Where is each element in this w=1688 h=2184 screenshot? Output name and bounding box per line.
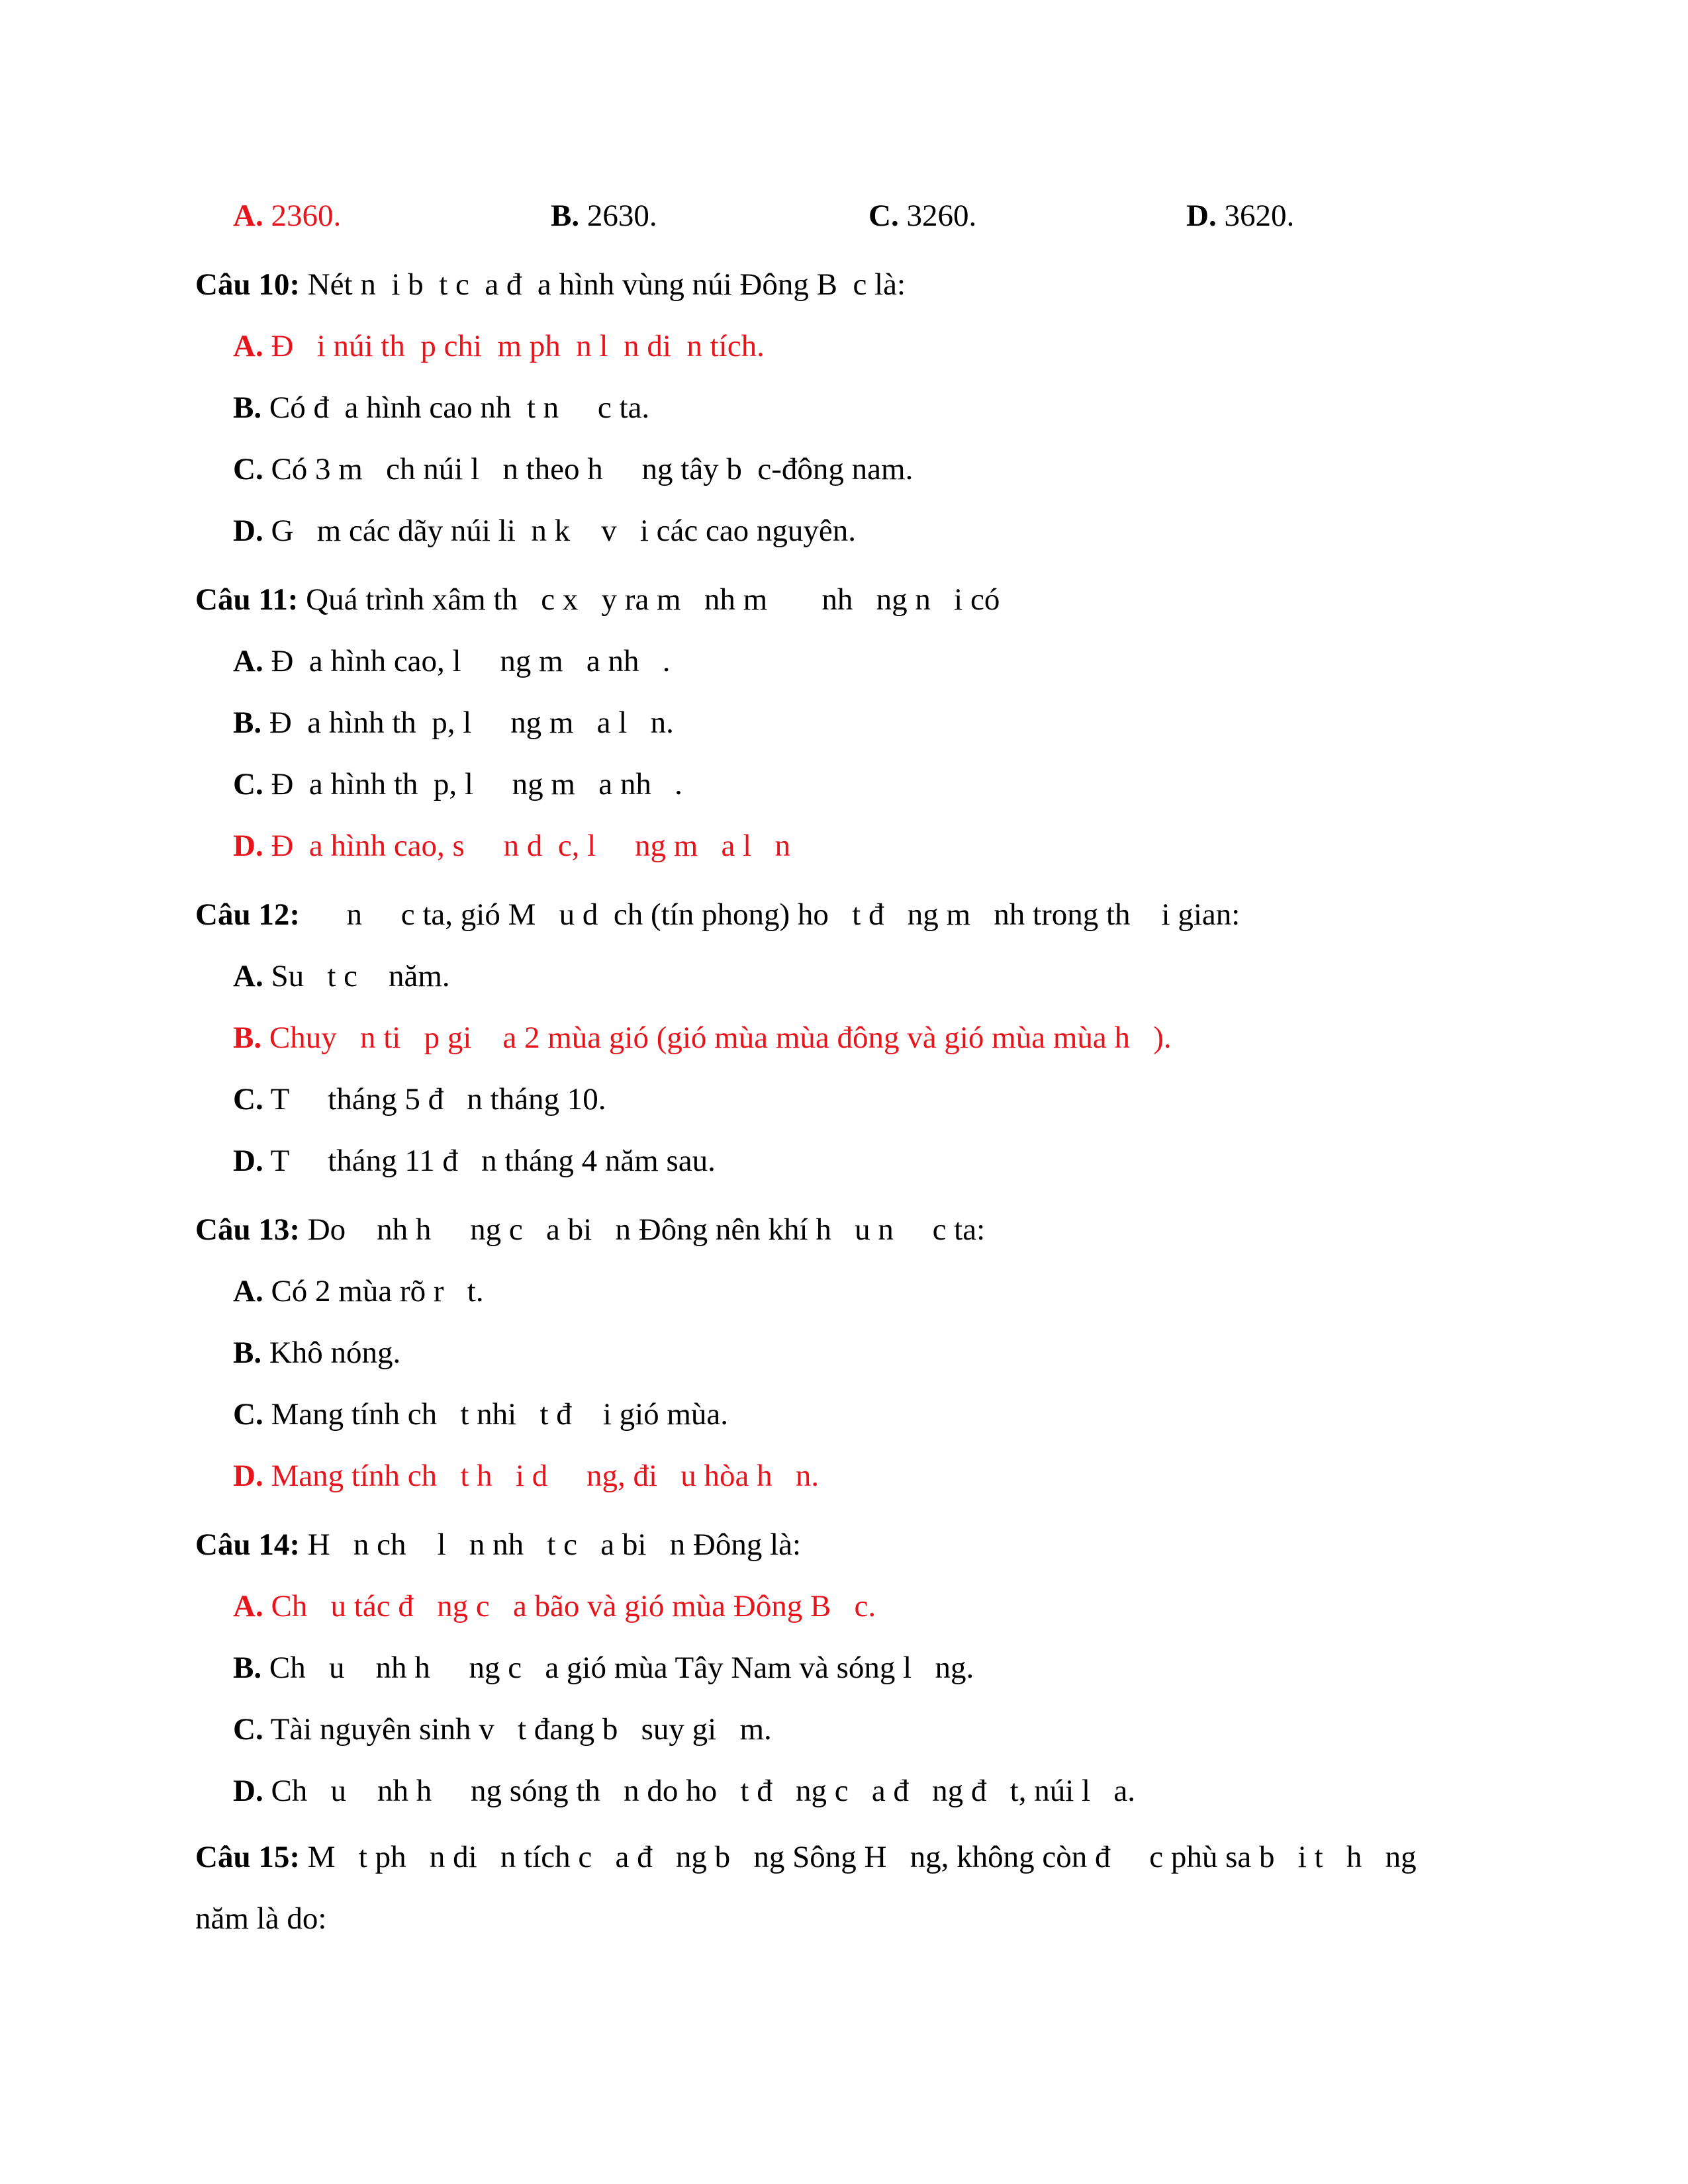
q13-option-b: B. Khô nóng. [233,1336,401,1370]
q12-option-a: A. Su t c năm. [233,959,450,993]
question-12: Câu 12: n c ta, gió M u d ch (tín phong) ho t đ ng m nh trong th i gian: [195,897,1241,932]
q11-option-c: C. Đ a hình th p, l ng m a nh . [233,767,682,801]
q11-option-b: B. Đ a hình th p, l ng m a l n. [233,705,674,740]
q14-option-b: B. Ch u nh h ng c a gió mùa Tây Nam và sóng l ng. [233,1651,974,1685]
prev-option-d: D. 3620. [1186,199,1295,233]
question-10: Câu 10: Nét n i b t c a đ a hình vùng núi Đông B c là: [195,267,906,302]
q10-option-a: A. Đ i núi th p chi m ph n l n di n tích. [233,329,765,363]
q13-option-d: D. Mang tính ch t h i d ng, đi u hòa h n. [233,1459,820,1493]
q10-option-d: D. G m các dãy núi li n k v i các cao nguyên. [233,514,857,548]
q14-option-d: D. Ch u nh h ng sóng th n do ho t đ ng c a đ ng đ t, núi l a. [233,1774,1135,1808]
q12-option-d: D. T tháng 11 đ n tháng 4 năm sau. [233,1144,716,1178]
question-11: Câu 11: Quá trình xâm th c x y ra m nh m nh ng n i có [195,582,1000,617]
question-14: Câu 14: H n ch l n nh t c a bi n Đông là: [195,1527,802,1562]
q13-option-a: A. Có 2 mùa rõ r t. [233,1274,484,1308]
prev-option-a: A. 2360. [233,199,342,233]
question-15: Câu 15: M t ph n di n tích c a đ ng b ng Sông H ng, không còn đ c phù sa b i t h ng năm là do: [195,1840,1425,1936]
q12-option-b: B. Chuy n ti p gi a 2 mùa gió (gió mùa mùa đông và gió mùa mùa h ). [233,1021,1172,1055]
prev-option-b: B. 2630. [551,199,657,233]
q12-option-c: C. T tháng 5 đ n tháng 10. [233,1082,606,1116]
q11-option-a: A. Đ a hình cao, l ng m a nh . [233,644,671,678]
q11-option-d: D. Đ a hình cao, s n d c, l ng m a l n [233,829,790,863]
q14-option-c: C. Tài nguyên sinh v t đang b suy gi m. [233,1712,772,1747]
q10-option-b: B. Có đ a hình cao nh t n c ta. [233,390,650,425]
prev-option-c: C. 3260. [868,199,977,233]
q14-option-a: A. Ch u tác đ ng c a bão và gió mùa Đông B c. [233,1589,876,1623]
q13-option-c: C. Mang tính ch t nhi t đ i gió mùa. [233,1397,729,1432]
question-13: Câu 13: Do nh h ng c a bi n Đông nên khí h u n c ta: [195,1212,986,1247]
q10-option-c: C. Có 3 m ch núi l n theo h ng tây b c-đông nam. [233,452,914,486]
